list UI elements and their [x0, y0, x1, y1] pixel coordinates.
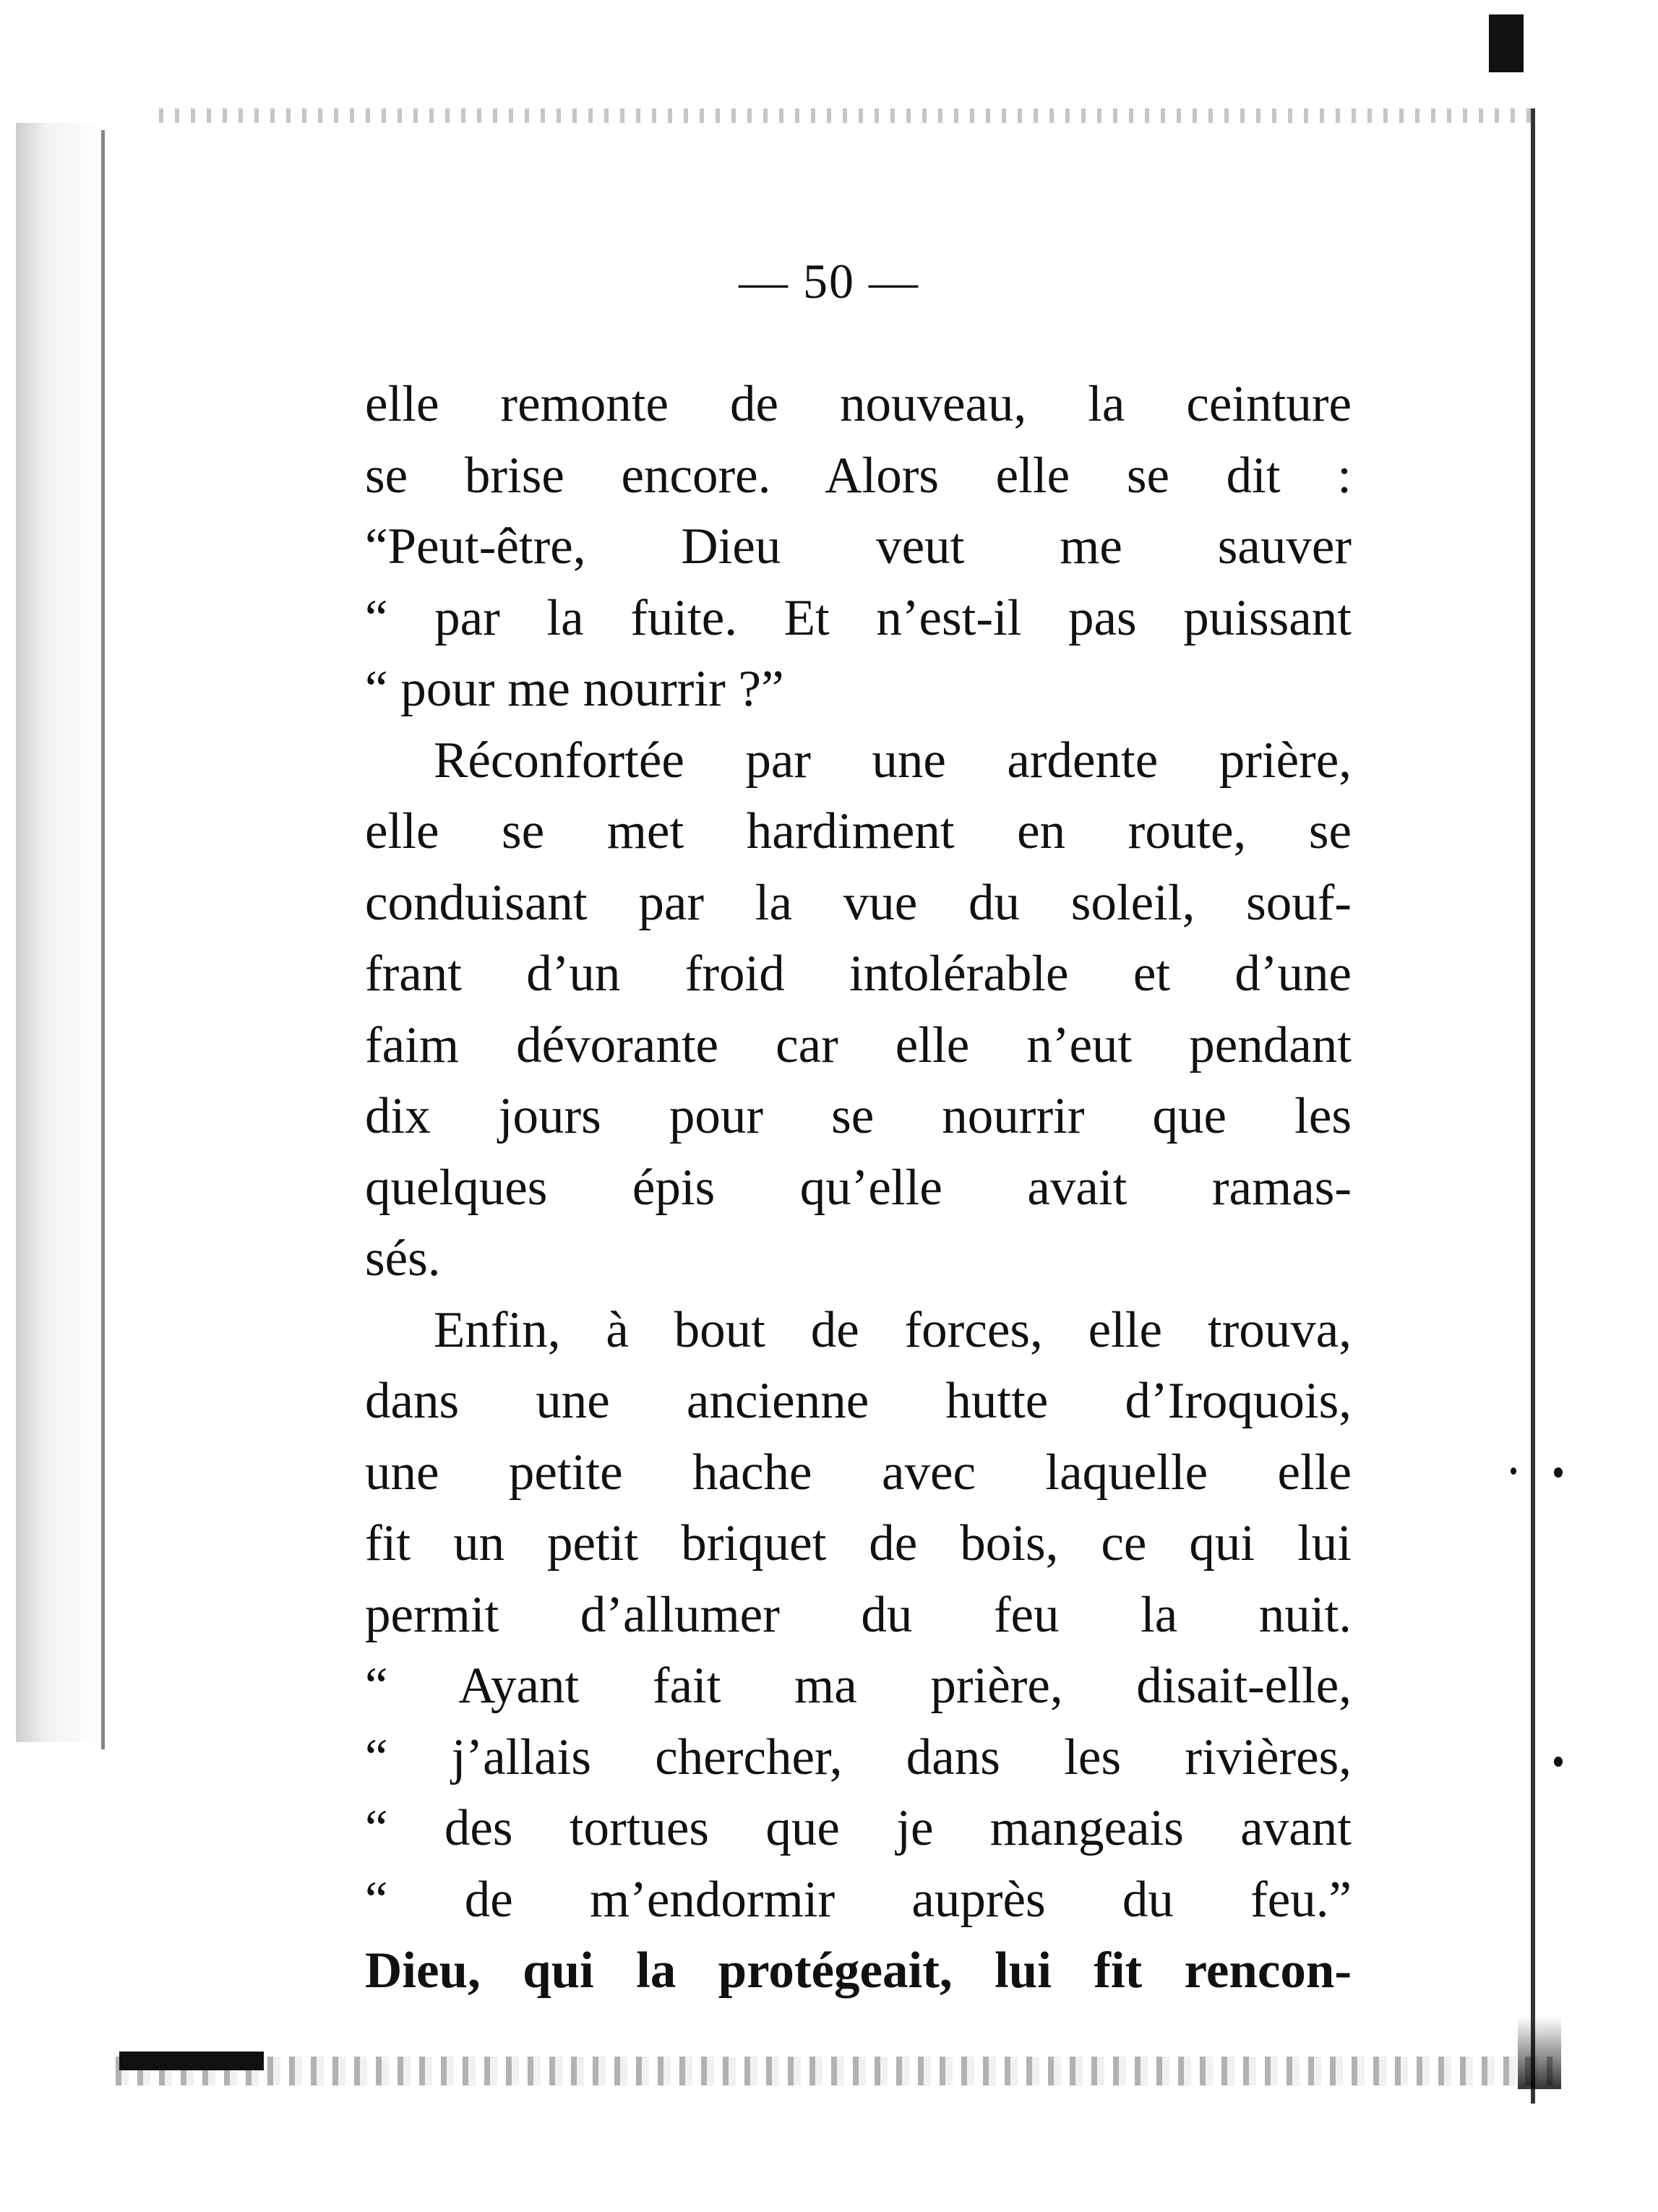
text-line: quelques épis qu’elle avait ramas- — [365, 1159, 1352, 1216]
text-line: dans une ancienne hutte d’Iroquois, — [365, 1373, 1352, 1429]
text-line: “Peut-être, Dieu veut me sauver — [365, 518, 1352, 575]
text-line: “ pour me nourrir ?” — [365, 661, 784, 717]
text-line: faim dévorante car elle n’eut pendant — [365, 1016, 1352, 1073]
scan-edge-top — [159, 108, 1532, 123]
scan-edge-right-top — [1489, 14, 1524, 72]
text-line: Enfin, à bout de forces, elle trouva, — [434, 1301, 1352, 1358]
text-line: “ des tortues que je mangeais avant — [365, 1800, 1352, 1856]
text-line: “ Ayant fait ma prière, disait-elle, — [365, 1658, 1352, 1714]
text-line: dix jours pour se nourrir que les — [365, 1088, 1352, 1144]
scan-edge-right-line — [1531, 108, 1535, 2104]
scan-speck — [1554, 1757, 1563, 1767]
text-line: elle remonte de nouveau, la ceinture — [365, 376, 1352, 432]
body-text — [365, 369, 1352, 2007]
scan-edge-bottom — [116, 2057, 1554, 2085]
text-line: “ de m’endormir auprès du feu.” — [365, 1871, 1352, 1928]
scan-edge-bottom-block — [119, 2052, 264, 2070]
text-line: permit d’allumer du feu la nuit. — [365, 1586, 1352, 1643]
scan-edge-left-line — [101, 130, 105, 1749]
scan-edge-left — [16, 123, 103, 1742]
text-line: se brise encore. Alors elle se dit : — [365, 447, 1352, 504]
text-line: Dieu, qui la protégeait, lui fit rencon- — [365, 1942, 1352, 1999]
scan-edge-right-bottom — [1518, 2017, 1561, 2089]
text-line: “ par la fuite. Et n’est-il pas puissant — [365, 589, 1352, 646]
page-number: — 50 — — [739, 254, 919, 309]
text-line: Réconfortée par une ardente prière, — [434, 732, 1352, 789]
text-line: fit un petit briquet de bois, ce qui lui — [365, 1515, 1352, 1572]
text-line: elle se met hardiment en route, se — [365, 803, 1352, 859]
text-line: frant d’un froid intolérable et d’une — [365, 946, 1352, 1002]
text-line: “ j’allais chercher, dans les rivières, — [365, 1728, 1352, 1786]
text-line: conduisant par la vue du soleil, souf- — [365, 874, 1352, 931]
scan-speck — [1554, 1467, 1563, 1478]
text-line: une petite hache avec laquelle elle — [365, 1444, 1352, 1501]
text-line: sés. — [365, 1230, 441, 1287]
scan-speck — [1511, 1467, 1516, 1475]
